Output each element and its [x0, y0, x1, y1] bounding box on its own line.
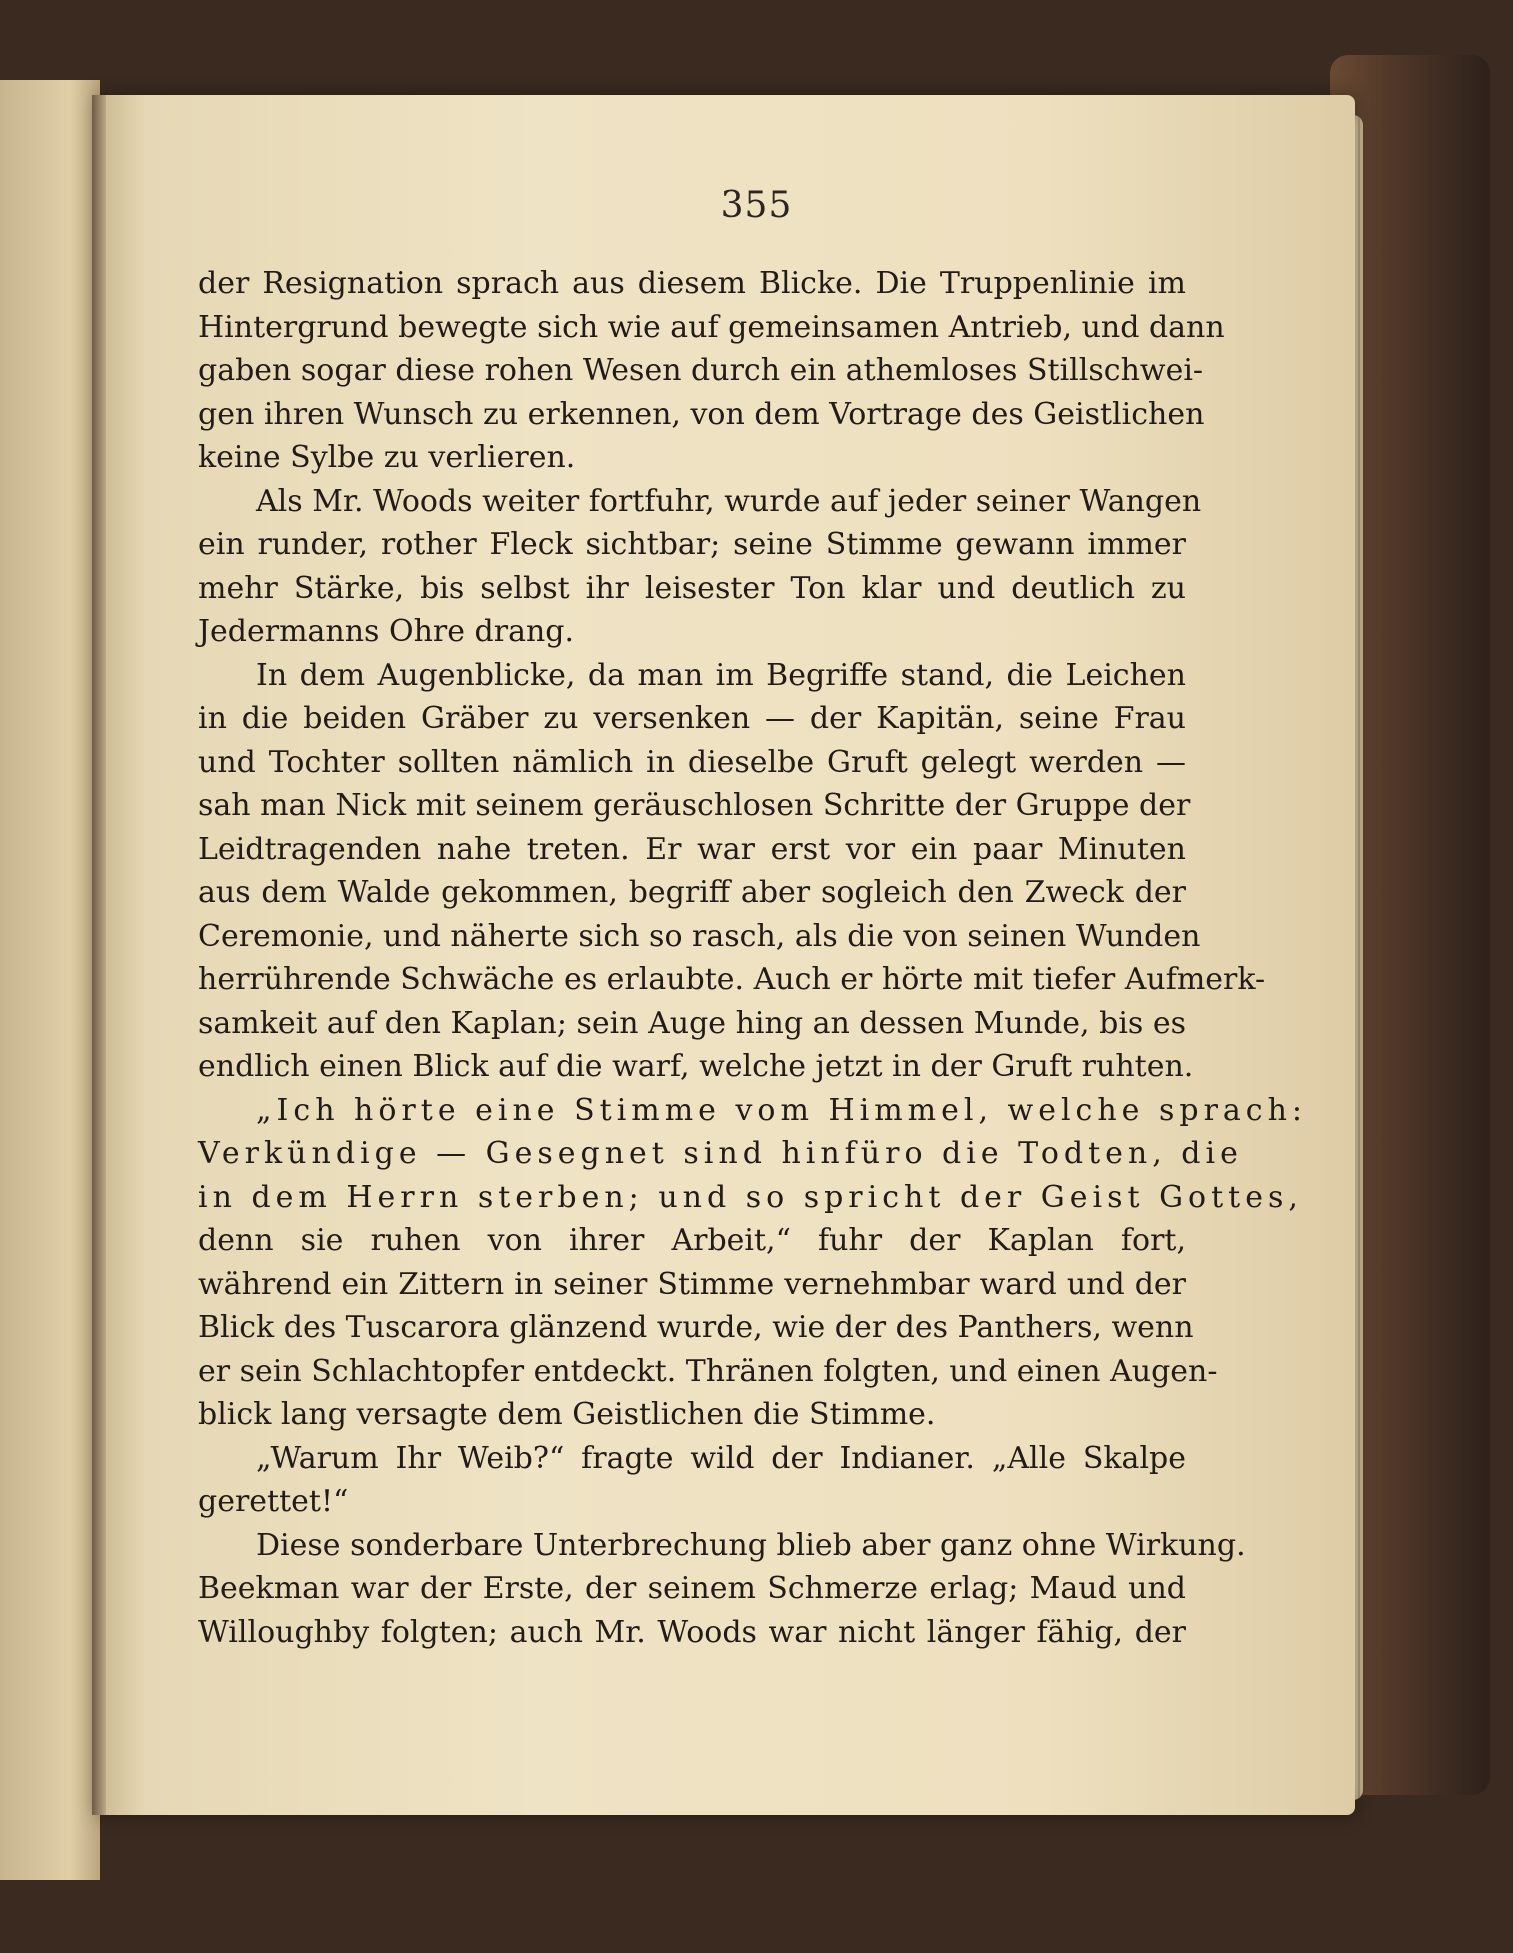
text-line: denn sie ruhen von ihrer Arbeit,“ fuhr der Kaplan fort,: [198, 1223, 1186, 1258]
text-line: herrührende Schwäche es erlaubte. Auch er hörte mit tiefer Aufmerk-: [198, 962, 1266, 997]
text-line: keine Sylbe zu verlieren.: [198, 440, 576, 475]
text-line: Willoughby folgten; auch Mr. Woods war nicht länger fähig, der: [198, 1614, 1186, 1650]
text-line: der Resignation sprach aus diesem Blicke. Die Truppenlinie im: [198, 266, 1186, 301]
text-line: er sein Schlachtopfer entdeckt. Thränen folgten, und einen Augen-: [198, 1353, 1218, 1389]
text-line: Diese sonderbare Unterbrechung blieb aber ganz ohne Wirkung.: [256, 1527, 1246, 1563]
text-line: gen ihren Wunsch zu erkennen, von dem Vortrage des Geistlichen: [198, 396, 1205, 432]
text-line: während ein Zittern in seiner Stimme vernehmbar ward und der: [198, 1266, 1186, 1302]
paragraph-2: [198, 480, 1202, 654]
text-line: Beekman war der Erste, der seinem Schmerze erlag; Maud und: [198, 1571, 1186, 1606]
text-line: „Warum Ihr Weib?“ fragte wild der Indianer. „Alle Skalpe: [256, 1440, 1186, 1476]
text-line: mehr Stärke, bis selbst ihr leisester Ton klar und deutlich zu: [198, 570, 1186, 606]
text-line: Leidtragenden nahe treten. Er war erst vor ein paar Minuten: [198, 831, 1186, 867]
text-line: Blick des Tuscarora glänzend wurde, wie der des Panthers, wenn: [198, 1310, 1194, 1345]
paragraph-3: [198, 654, 1266, 1089]
text-line: in die beiden Gräber zu versenken — der Kapitän, seine Frau: [198, 701, 1186, 736]
paragraph-1: [198, 262, 1225, 480]
text-line: und Tochter sollten nämlich in dieselbe Gruft gelegt werden —: [198, 744, 1186, 780]
text-line: aus dem Walde gekommen, begriff aber sogleich den Zweck der: [198, 875, 1186, 910]
text-line: blick lang versagte dem Geistlichen die Stimme.: [198, 1397, 936, 1432]
text-line: gerettet!“: [198, 1484, 349, 1519]
page-text: [198, 262, 1308, 1654]
book-gutter: [92, 95, 106, 1815]
paragraph-6: [198, 1524, 1246, 1655]
text-line: sah man Nick mit seinem geräuschlosen Schritte der Gruppe der: [198, 788, 1191, 823]
text-line: Hintergrund bewegte sich wie auf gemeinsamen Antrieb, und dann: [198, 309, 1225, 345]
text-line: „Ich hörte eine Stimme vom Himmel, welche sprach:: [256, 1092, 1308, 1128]
paragraph-4: [198, 1089, 1308, 1437]
text-line: Ceremonie, und näherte sich so rasch, als die von seinen Wunden: [198, 918, 1201, 954]
left-page-edge: [0, 80, 100, 1880]
text-line: Verkündige — Gesegnet sind hinfüro die Todten, die: [198, 1136, 1243, 1171]
text-line: samkeit auf den Kaplan; sein Auge hing an dessen Munde, bis es: [198, 1005, 1186, 1041]
text-line: Jedermanns Ohre drang.: [198, 614, 575, 649]
paragraph-5: [198, 1437, 1186, 1524]
text-line: gaben sogar diese rohen Wesen durch ein athemloses Stillschwei-: [198, 353, 1204, 388]
text-line: endlich einen Blick auf die warf, welche jetzt in der Gruft ruhten.: [198, 1049, 1194, 1084]
text-line: in dem Herrn sterben; und so spricht der Geist Gottes,: [198, 1179, 1303, 1215]
text-line: ein runder, rother Fleck sichtbar; seine Stimme gewann immer: [198, 527, 1186, 562]
page-number: 355: [720, 185, 793, 226]
text-line: In dem Augenblicke, da man im Begriffe stand, die Leichen: [256, 657, 1186, 693]
text-line: Als Mr. Woods weiter fortfuhr, wurde auf jeder seiner Wangen: [256, 483, 1202, 519]
